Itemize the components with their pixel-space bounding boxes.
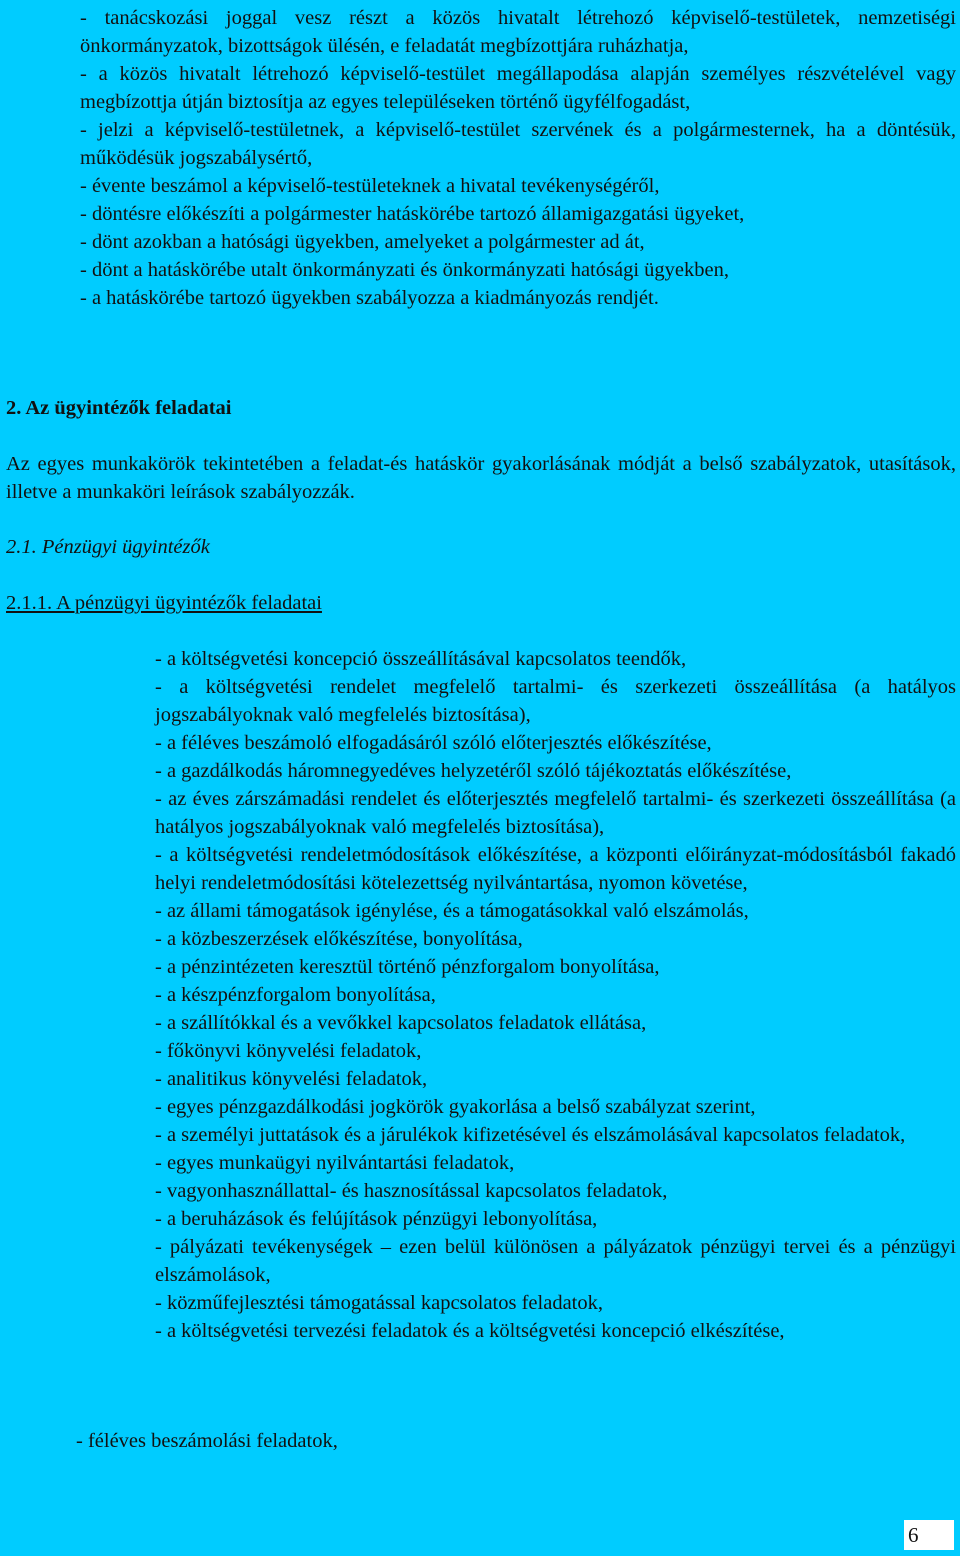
intro-item: - tanácskozási joggal vesz részt a közös hivatalt létrehozó képviselő-testületek, nemzetiségi önkormányzatok, bizottságok ülésén, e feladatát megbízottjára ruházhatja, bbox=[80, 7, 956, 57]
duty-item: - analitikus könyvelési feladatok, bbox=[155, 1068, 428, 1090]
duty-item: - főkönyvi könyvelési feladatok, bbox=[155, 1040, 422, 1062]
duty-item: - a személyi juttatások és a járulékok kifizetésével és elszámolásával kapcsolatos feladatok, bbox=[155, 1124, 906, 1146]
intro-item: - jelzi a képviselő-testületnek, a képviselő-testület szervének és a polgármesternek, ha a döntésük, működésük jogszabálysértő, bbox=[80, 119, 956, 169]
duty-item: - a költségvetési rendeletmódosítások előkészítése, a központi előirányzat-módosításból fakadó helyi rendeletmódosítási kötelezettség nyilvántartása, nyomon követése, bbox=[155, 844, 956, 894]
intro-item: - döntésre előkészíti a polgármester hatáskörébe tartozó államigazgatási ügyeket, bbox=[80, 203, 745, 225]
duty-item: - közműfejlesztési támogatással kapcsolatos feladatok, bbox=[155, 1292, 603, 1314]
intro-item: - évente beszámol a képviselő-testületeknek a hivatal tevékenységéről, bbox=[80, 175, 660, 197]
duty-item: - vagyonhasznállattal- és hasznosítással kapcsolatos feladatok, bbox=[155, 1180, 668, 1202]
subsection-heading: 2.1. Pénzügyi ügyintézők bbox=[6, 536, 210, 558]
page-number: 6 bbox=[904, 1520, 954, 1550]
duty-item: - a költségvetési koncepció összeállításával kapcsolatos teendők, bbox=[155, 648, 687, 670]
duty-item: - a készpénzforgalom bonyolítása, bbox=[155, 984, 436, 1006]
intro-item: - dönt a hatáskörébe utalt önkormányzati és önkormányzati hatósági ügyekben, bbox=[80, 259, 729, 281]
intro-item: - dönt azokban a hatósági ügyekben, amelyeket a polgármester ad át, bbox=[80, 231, 645, 253]
duty-item: - a közbeszerzések előkészítése, bonyolítása, bbox=[155, 928, 523, 950]
duty-item: - pályázati tevékenységek – ezen belül különösen a pályázatok pénzügyi tervei és a pénzügyi elszámolások, bbox=[155, 1236, 956, 1286]
duty-item: - a pénzintézeten keresztül történő pénzforgalom bonyolítása, bbox=[155, 956, 660, 978]
duty-item: - a szállítókkal és a vevőkkel kapcsolatos feladatok ellátása, bbox=[155, 1012, 647, 1034]
section-paragraph-text: Az egyes munkakörök tekintetében a feladat-és hatáskör gyakorlásának módját a belső szabályzatok, utasítások, illetve a munkaköri leírások szabályozzák. bbox=[6, 453, 956, 503]
duty-item: - a beruházások és felújítások pénzügyi lebonyolítása, bbox=[155, 1208, 598, 1230]
duty-item: - a költségvetési tervezési feladatok és a költségvetési koncepció elkészítése, bbox=[155, 1320, 785, 1342]
duty-item: - az állami támogatások igénylése, és a támogatásokkal való elszámolás, bbox=[155, 900, 749, 922]
duty-item: - a féléves beszámoló elfogadásáról szóló előterjesztés előkészítése, bbox=[155, 732, 712, 754]
duty-item: - egyes pénzgazdálkodási jogkörök gyakorlása a belső szabályzat szerint, bbox=[155, 1096, 756, 1118]
duty-item-last: - féléves beszámolási feladatok, bbox=[76, 1430, 338, 1452]
financial-duties-list bbox=[155, 645, 956, 1345]
intro-item: - a közös hivatalt létrehozó képviselő-testület megállapodása alapján személyes részvételével vagy megbízottja útján biztosítja az egyes településeken történő ügyfélfogadást, bbox=[80, 63, 956, 113]
duty-item: - az éves zárszámadási rendelet és előterjesztés megfelelő tartalmi- és szerkezeti összeállítása (a hatályos jogszabályoknak való megfelelés biztosítása), bbox=[155, 788, 956, 838]
intro-duties-list bbox=[80, 4, 956, 312]
section-heading: 2. Az ügyintézők feladatai bbox=[6, 397, 232, 419]
subsubsection-heading: 2.1.1. A pénzügyi ügyintézők feladatai bbox=[6, 592, 322, 614]
duty-item: - egyes munkaügyi nyilvántartási feladatok, bbox=[155, 1152, 515, 1174]
section-paragraph bbox=[6, 450, 956, 506]
duty-item: - a költségvetési rendelet megfelelő tartalmi- és szerkezeti összeállítása (a hatályos jogszabályoknak való megfelelés biztosítása), bbox=[155, 676, 956, 726]
duty-item: - a gazdálkodás háromnegyedéves helyzetéről szóló tájékoztatás előkészítése, bbox=[155, 760, 792, 782]
intro-item: - a hatáskörébe tartozó ügyekben szabályozza a kiadmányozás rendjét. bbox=[80, 287, 659, 309]
